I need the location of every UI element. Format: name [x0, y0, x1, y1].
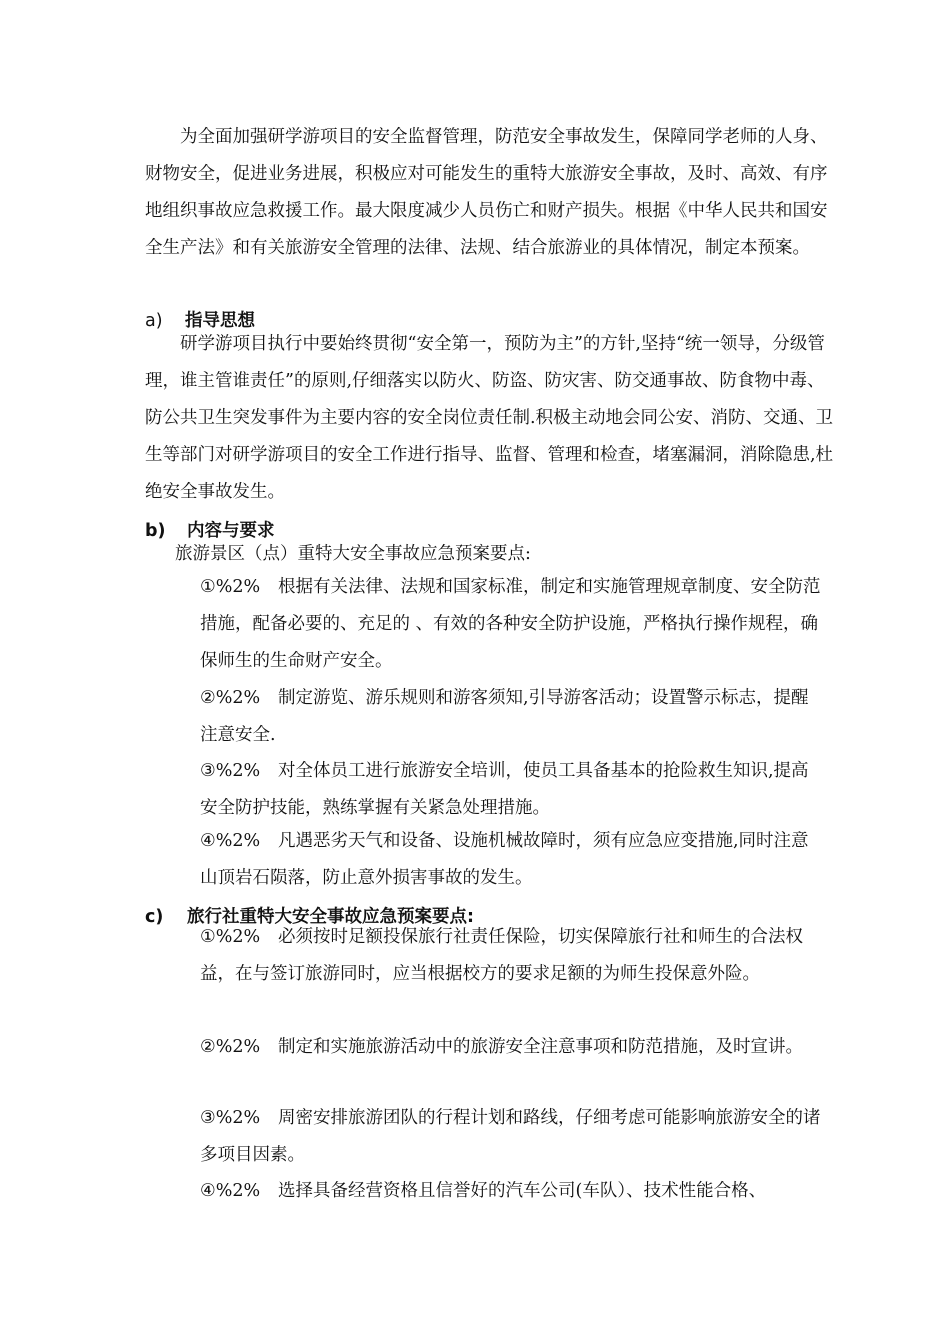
section-a-title: 指导思想: [185, 311, 255, 331]
item-text: 对全体员工进行旅游安全培训，使员工具备基本的抢险救生知识,提高安全防护技能，熟练掌握有关紧急处理措施。: [200, 761, 809, 818]
section-b-marker: b): [145, 521, 166, 541]
item-number: ③%2%: [200, 761, 261, 781]
item-text: 周密安排旅游团队的行程计划和路线，仔细考虑可能影响旅游安全的诸多项目因素。: [200, 1108, 821, 1165]
item-number: ②%2%: [200, 1037, 261, 1057]
item-text: 选择具备经营资格且信誉好的汽车公司(车队）、技术性能合格、: [278, 1181, 767, 1201]
item-number: ④%2%: [200, 831, 261, 851]
item-text: 根据有关法律、法规和国家标准，制定和实施管理规章制度、安全防范措施，配备必要的、充足的 、有效的各种安全防护设施，严格执行操作规程，确保师生的生命财产安全。: [200, 577, 821, 671]
section-b-title: 内容与要求: [187, 521, 275, 541]
intro-paragraph: 为全面加强研学游项目的安全监督管理，防范安全事故发生，保障同学老师的人身、财物安全，促进业务进展，积极应对可能发生的重特大旅游安全事故，及时、高效、有序地组织事故应急救援工作。最大限度减少人员伤亡和财产损失。根据《中华人民共和国安全生产法》和有关旅游安全管理的法律、法规、结合旅游业的具体情况，制定本预案。: [145, 127, 828, 258]
item-text: 制定游览、游乐规则和游客须知,引导游客活动；设置警示标志，提醒注意安全.: [200, 688, 809, 745]
section-b-subtitle: 旅游景区（点）重特大安全事故应急预案要点:: [175, 544, 531, 564]
section-a-marker: a): [145, 311, 163, 331]
section-a-paragraph: 研学游项目执行中要始终贯彻“安全第一，预防为主”的方针,坚持“统一领导，分级管理，谁主管谁责任”的原则,仔细落实以防火、防盗、防灾害、防交通事故、防食物中毒、防公共卫生突发事件为主要内容的安全岗位责任制.积极主动地会同公安、消防、交通、卫生等部门对研学游项目的安全工作进行指导、监督、管理和检查，堵塞漏洞，消除隐患,杜绝安全事故发生。: [145, 334, 834, 502]
section-c-title: 旅行社重特大安全事故应急预案要点:: [187, 907, 474, 927]
list-item: [200, 753, 822, 827]
item-number: ②%2%: [200, 688, 261, 708]
item-text: 制定和实施旅游活动中的旅游安全注意事项和防范措施，及时宣讲。: [278, 1037, 803, 1057]
list-item: [200, 1029, 822, 1066]
item-number: ③%2%: [200, 1108, 261, 1128]
section-b-heading: [145, 517, 275, 542]
list-item: [200, 919, 822, 993]
list-item: [200, 680, 822, 754]
list-item: [200, 823, 822, 897]
item-text: 必须按时足额投保旅行社责任保险，切实保障旅行社和师生的合法权益，在与签订旅游同时，应当根据校方的要求足额的为师生投保意外险。: [200, 927, 803, 984]
item-text: 凡遇恶劣天气和设备、设施机械故障时，须有应急应变措施,同时注意山顶岩石陨落，防止意外损害事故的发生。: [200, 831, 809, 888]
item-number: ①%2%: [200, 927, 261, 947]
item-number: ④%2%: [200, 1181, 261, 1201]
item-number: ①%2%: [200, 577, 261, 597]
list-item: [200, 1173, 822, 1210]
list-item: [200, 569, 822, 680]
list-item: [200, 1100, 822, 1174]
section-c-marker: c): [145, 907, 164, 927]
